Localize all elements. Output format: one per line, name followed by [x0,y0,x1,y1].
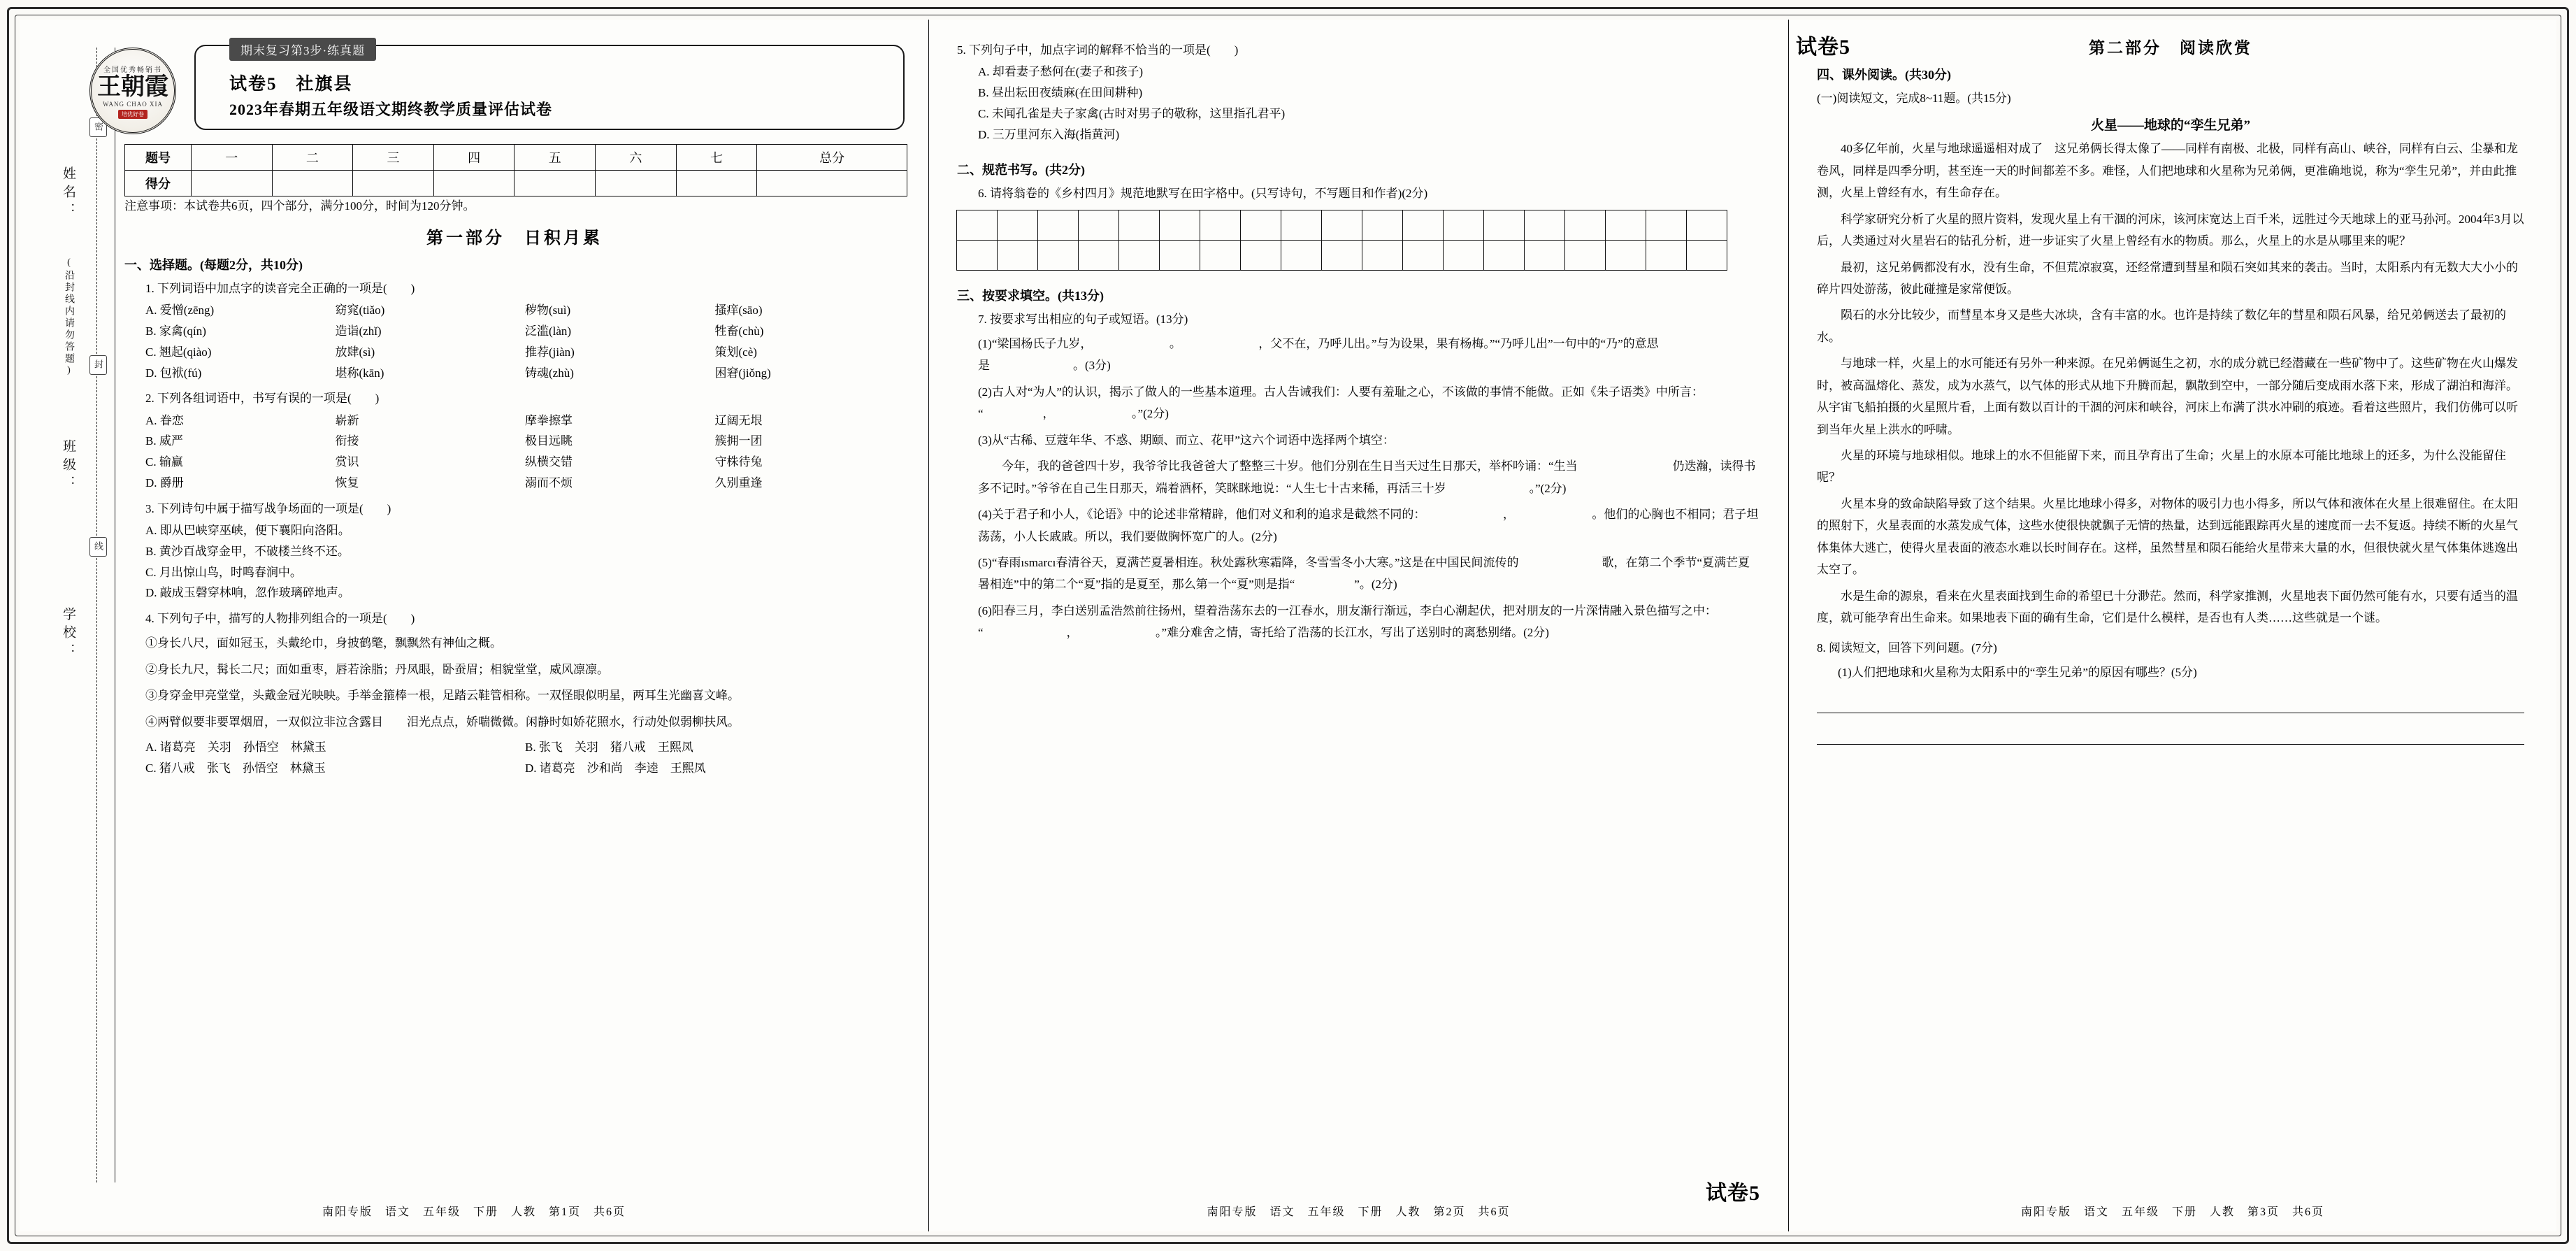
score-table-value-row [125,171,907,196]
score-col-2: 二 [272,145,353,171]
margin-label-class: 班级： [61,439,75,494]
q1-option-a[interactable] [145,300,905,321]
q4-item-2: ②身长九尺，髯长二尺；面如重枣，唇若涂脂；丹凤眼，卧蚕眉；相貌堂堂，威风凛凛。 [145,662,609,676]
tianzige-cell[interactable] [1362,240,1403,271]
q1-option-b[interactable] [145,321,905,342]
section-1-heading: 一、选择题。(每题2分，共10分) [124,258,303,272]
q2-a-2[interactable]: 崭新 [335,413,359,427]
score-table [124,144,907,196]
tianzige-row[interactable] [957,241,1760,271]
answer-line-1[interactable] [1817,692,2524,713]
q5-option-b[interactable]: B. 昼出耘田夜绩麻(在田间耕种) [978,86,1143,100]
tianzige-cell[interactable] [1037,210,1079,241]
part-1-title: 第一部分 日积月累 [426,229,603,248]
footer-page-3: 南阳专版 语文 五年级 下册 人教 第3页 共6页 [2020,1206,2324,1218]
exam-notice: 注意事项：本试卷共6页，四个部分，满分100分，时间为120分钟。 [124,199,475,213]
article-paragraph-4: 陨石的水分比较少，而彗星本身又是些大冰块，含有丰富的水。也许是持续了数亿年的彗星和陨石风暴，给兄弟俩送去了最初的水。 [1817,308,2506,344]
q2-a-4[interactable]: 辽阔无垠 [714,413,763,427]
question-1-options[interactable] [124,300,905,383]
q1-b-1[interactable]: B. 家禽(qín) [145,324,206,338]
score-cell-6[interactable] [596,171,677,196]
article-body [1817,138,2524,629]
q7-item-1[interactable]: (1)“梁国杨氏子九岁， 。 ，父不在，乃呼儿出。”与为设果，果有杨梅。”“乃呼儿出”一句中的“乃”的意思是 。(3分) [978,337,1659,373]
tianzige-cell[interactable] [1605,240,1646,271]
score-col-1: 一 [192,145,273,171]
q5-option-a[interactable]: A. 却看妻子愁何在(妻子和孩子) [978,65,1144,79]
q4-option-a[interactable]: A. 诸葛亮 关羽 孙悟空 林黛玉 [145,741,326,755]
column-page-3 [1788,20,2556,1231]
question-2-stem[interactable]: 2. 下列各组词语中，书写有误的一项是( ) [145,392,380,406]
q2-c-3[interactable]: 纵横交错 [525,455,573,469]
question-4-stem[interactable]: 4. 下列句子中，描写的人物排列组合的一项是( ) [145,612,415,626]
q3-option-a[interactable]: A. 即从巴峡穿巫峡，便下襄阳向洛阳。 [145,524,350,538]
q7-item-4[interactable]: 今年，我的爸爸四十岁，我爷爷比我爸爸大了整整三十岁。他们分别在生日当天过生日那天，举杯吟诵：“生当 仍迭瀚，读得书多不记时。”爷爷在自己生日那天，端着酒杯，笑眯眯地说：“人生七十古来稀，再活三十岁 。”(2分) [978,459,1756,495]
section-3-heading: 三、按要求填空。(共13分) [957,288,1104,303]
tianzige-cell[interactable] [1524,240,1565,271]
tianzige-cell[interactable] [1646,240,1687,271]
q1-c-4[interactable]: 策划(cè) [714,345,757,359]
question-5-options[interactable] [957,62,1760,145]
question-8-stem[interactable]: 8. 阅读短文，回答下列问题。(7分) [1817,641,1997,655]
q7-item-2[interactable]: (2)古人对“为人”的认识，揭示了做人的一些基本道理。古人告诫我们：人要有羞耻之心，不该做的事情不能做。正如《朱子语类》中所言：“ ， 。”(2分) [978,385,1704,421]
q1-option-c[interactable] [145,342,905,363]
question-3-stem[interactable]: 3. 下列诗句中属于描写战争场面的一项是( ) [145,501,391,515]
q1-c-1[interactable]: C. 翘起(qiào) [145,345,212,359]
tianzige-cell[interactable] [1281,210,1322,241]
score-col-7: 七 [676,145,757,171]
q7-item-5[interactable]: (4)关于君子和小人，《论语》中的论述非常精辟，他们对义和利的追求是截然不同的： ， 。他们的心胸也不相同；君子坦荡荡，小人长戚戚。所以，我们要做胸怀宽广的人。(2分) [978,508,1759,543]
paper-title-main: 试卷5 社旗县 [229,75,353,94]
footer-page-1: 南阳专版 语文 五年级 下册 人教 第1页 共6页 [322,1206,626,1218]
tianzige-cell[interactable] [1321,210,1362,241]
logo-sub-text: WANG CHAO XIA [103,100,163,108]
part-2-title: 第二部分 阅读欣赏 [2089,39,2252,57]
tianzige-cell[interactable] [1078,210,1119,241]
article-paragraph-6: 火星的环境与地球相似。地球上的水不但能留下来，而且孕育出了生命；火星上的水原本可能比地球上的还多，为什么没能留住呢？ [1817,449,2506,485]
tianzige-row[interactable] [957,210,1760,241]
tianzige-cell[interactable] [1564,210,1606,241]
q4-option-row-1[interactable] [145,737,905,758]
tianzige-cell[interactable] [1240,210,1281,241]
q3-option-c[interactable]: C. 月出惊山鸟，时鸣春涧中。 [145,565,302,579]
margin-label-note: (沿封线内请勿答题) [64,257,74,378]
q2-option-a[interactable] [145,410,905,431]
seal-xian: 线 [89,537,107,557]
tianzige-cell[interactable] [1524,210,1565,241]
tianzige-cell[interactable] [1483,240,1525,271]
tianzige-cell[interactable] [1118,210,1160,241]
tianzige-cell[interactable] [1443,240,1484,271]
article-paragraph-3: 最初，这兄弟俩都没有水，没有生命，不但荒凉寂寞，还经常遭到彗星和陨石突如其来的袭击。当时，太阳系内有无数大大小小的碎片四处游荡，彼此碰撞是家常便饭。 [1817,260,2518,296]
q1-d-4[interactable]: 困窘(jiǒng) [714,366,771,380]
score-cell-1[interactable] [192,171,273,196]
tianzige-cell[interactable] [1321,240,1362,271]
question-7-items [957,333,1760,644]
tianzige-cell[interactable] [1037,240,1079,271]
q1-d-1[interactable]: D. 包袱(fú) [145,366,202,380]
q7-item-3[interactable]: (3)从“古稀、豆蔻年华、不惑、期颐、而立、花甲”这六个词语中选择两个填空： [978,433,1395,447]
article-paragraph-5: 与地球一样，火星上的水可能还有另外一种来源。在兄弟俩诞生之初，水的成分就已经潜藏在一些矿物中了。这些矿物在火山爆发时，被高温熔化、蒸发，成为水蒸气，以气体的形式从地下升腾而起，飘散到空中，一部分随后变成雨水落下来，形成了湖泊和海洋。从宇宙飞船拍摄的火星照片看，上面有数以百计的干涸的河床和峡谷，河床上布满了洪水冲刷的痕迹。看着这些照片，我们仿佛可以听到当年火星上洪水的呼啸。 [1817,357,2518,436]
q2-option-c[interactable] [145,452,905,473]
logo-top-text: 全国优秀畅销书 [103,66,162,74]
tianzige-cell[interactable] [1281,240,1322,271]
section-4-heading: 四、课外阅读。(共30分) [1817,68,1951,82]
margin-label-school: 学校： [61,607,75,662]
score-col-5: 五 [515,145,596,171]
q4-item-3: ③身穿金甲亮堂堂，头戴金冠光映映。手举金箍棒一根，足踏云鞋管相称。一双怪眼似明星，两耳生光幽喜文峰。 [145,689,740,703]
tianzige-cell[interactable] [1605,210,1646,241]
q2-c-4[interactable]: 守株待兔 [714,455,763,469]
tianzige-grid[interactable] [957,210,1760,271]
q2-d-4[interactable]: 久别重逢 [714,476,763,489]
tianzige-cell[interactable] [1200,240,1241,271]
q2-d-1[interactable]: D. 爵册 [145,476,184,489]
paper-mark-page-2: 试卷5 [1706,1182,1760,1205]
tianzige-cell[interactable] [956,210,998,241]
q1-c-2[interactable]: 放肆(sì) [335,345,375,359]
tianzige-cell[interactable] [1240,240,1281,271]
tianzige-cell[interactable] [1686,210,1727,241]
score-col-3: 三 [353,145,434,171]
q1-b-2[interactable]: 造诣(zhǐ) [335,324,382,338]
three-column-layout [20,20,2556,1231]
q2-option-b[interactable] [145,431,905,452]
seal-feng: 封 [89,355,107,375]
tianzige-cell[interactable] [1564,240,1606,271]
question-4-items [124,632,905,733]
tianzige-cell[interactable] [1402,210,1444,241]
question-5-stem[interactable]: 5. 下列句子中，加点字词的解释不恰当的一项是( ) [957,43,1239,57]
q1-a-3[interactable]: 秽物(suì) [525,303,571,317]
score-cell-4[interactable] [433,171,515,196]
tianzige-cell[interactable] [997,210,1038,241]
score-cell-2[interactable] [272,171,353,196]
question-3-options[interactable] [124,520,905,603]
column-page-2 [928,20,1788,1231]
score-cell-7[interactable] [676,171,757,196]
dashed-fold-line [96,48,97,1182]
tianzige-cell[interactable] [997,240,1038,271]
q2-a-3[interactable]: 摩拳擦掌 [525,413,573,427]
tianzige-cell[interactable] [956,240,998,271]
article-paragraph-2: 科学家研究分析了火星的照片资料，发现火星上有干涸的河床，该河床宽达上百千米，远胜过今天地球上的亚马孙河。2004年3月以后，人类通过对火星岩石的钻孔分析，进一步证实了火星上曾经有水的物质。那么，火星上的水是从哪里来的呢？ [1817,212,2524,248]
question-8-sub-1[interactable]: (1)人们把地球和火星称为太阳系中的“孪生兄弟”的原因有哪些？(5分) [1838,665,2197,679]
q1-a-1[interactable]: A. 爱憎(zēng) [145,303,215,317]
score-row-label-score: 得分 [125,171,192,196]
tianzige-cell[interactable] [1483,210,1525,241]
q4-item-1: ①身长八尺，面如冠玉，头戴纶巾，身披鹤氅，飘飘然有神仙之概。 [145,636,502,650]
article-title: 火星——地球的“孪生兄弟” [2090,118,2250,134]
q1-d-3[interactable]: 铸魂(zhù) [525,366,574,380]
score-col-6: 六 [596,145,677,171]
q4-option-d[interactable]: D. 诸葛亮 沙和尚 李逵 王熙凤 [525,761,706,775]
q2-b-2[interactable]: 衔接 [335,434,359,448]
q1-a-4[interactable]: 搔痒(sāo) [714,303,763,317]
header-tag: 期末复习第3步·练真题 [229,38,376,61]
question-6-stem[interactable]: 6. 请将翁卷的《乡村四月》规范地默写在田字格中。(只写诗句，不写题目和作者)(2分) [978,187,1428,201]
q7-item-7[interactable]: (6)阳春三月，李白送别孟浩然前往扬州，望着浩荡东去的一江春水，朋友渐行渐远，李白心潮起伏，把对朋友的一片深情融入景色描写之中：“ ， 。”难分难舍之情，寄托给了浩荡的长江水，写出了送别时的离愁别绪。(2分) [978,603,1717,640]
column-page-1 [20,20,928,1231]
logo-main-text: 王朝霞 [97,73,168,100]
score-cell-3[interactable] [353,171,434,196]
margin-label-name: 姓名： [61,166,75,221]
article-paragraph-8: 水是生命的源泉，看来在火星表面找到生命的希望已十分渺茫。然而，科学家推测，火星地表下面仍然可能有水，只要有适当的温度，就可能孕育出生命来。如果地表下面的确有生命，它们是什么模样，是否也有人类……这些就是一个谜。 [1817,589,2518,625]
tianzige-cell[interactable] [1443,210,1484,241]
tianzige-cell[interactable] [1118,240,1160,271]
tianzige-cell[interactable] [1078,240,1119,271]
q2-b-3[interactable]: 极目远眺 [525,434,573,448]
q2-d-3[interactable]: 溺而不烦 [525,476,573,489]
tianzige-cell[interactable] [1686,240,1727,271]
q1-c-3[interactable]: 推荐(jiàn) [525,345,575,359]
article-paragraph-7: 火星本身的致命缺陷导致了这个结果。火星比地球小得多，对物体的吸引力也小得多，所以气体和液体在火星上很难留住。在太阳的照射下，火星表面的水蒸发成气体，这些水使很快就飘子无情的热量，达到远能跟踪再火星的速度而一去不复返。持续不断的火星气体集体大逃亡，使得火星表面的液态水难以长时间存在。这样，虽然彗星和陨石能给火星带来大量的水，但很快就火星气体集体逃逸出太空了。 [1817,496,2518,577]
question-4-options[interactable] [124,737,905,779]
paper-sheet [20,20,2556,1231]
score-row-label-question: 题号 [125,145,192,171]
question-1-stem[interactable]: 1. 下列词语中加点字的读音完全正确的一项是( ) [145,282,415,295]
q2-option-d[interactable] [145,473,905,494]
score-table-header-row [125,145,907,171]
score-col-total: 总分 [757,145,907,171]
q2-c-2[interactable]: 赏识 [335,455,359,469]
logo-badge: 培优好卷 [118,110,147,119]
q7-item-6[interactable]: (5)“春雨ısmarcı春清谷天，夏满芒夏暑相连。秋处露秋寒霜降，冬雪雪冬小大寒。”这是在中国民间流传的 歌，在第二个季节“夏满芒夏暑相连”中的第二个“夏”指的是夏至，那么第一个“夏”则是指“ ”。(2分) [978,555,1750,592]
score-col-4: 四 [433,145,515,171]
reading-sub-heading: (一)阅读短文，完成8~11题。(共15分) [1817,92,2011,105]
seal-mi: 密 [89,117,107,137]
tianzige-cell[interactable] [1159,240,1200,271]
q4-option-row-2[interactable] [145,758,905,779]
q1-b-3[interactable]: 泛滥(làn) [525,324,572,338]
tianzige-cell[interactable] [1200,210,1241,241]
q2-b-4[interactable]: 簇拥一团 [714,434,763,448]
q1-d-2[interactable]: 堪称(kān) [335,366,384,380]
publisher-logo [89,48,176,134]
q4-option-c[interactable]: C. 猪八戒 张飞 孙悟空 林黛玉 [145,761,326,775]
q1-option-d[interactable] [145,363,905,384]
q5-option-d[interactable]: D. 三万里河东入海(指黄河) [978,127,1120,141]
tianzige-cell[interactable] [1646,210,1687,241]
q2-c-1[interactable]: C. 输赢 [145,455,183,469]
question-2-options[interactable] [124,410,905,494]
q2-b-1[interactable]: B. 威严 [145,434,183,448]
section-2-heading: 二、规范书写。(共2分) [957,163,1085,178]
paper-mark-page-3: 试卷5 [1796,36,1850,59]
question-7-stem[interactable]: 7. 按要求写出相应的句子或短语。(13分) [978,312,1188,326]
q1-b-4[interactable]: 牲畜(chù) [714,324,764,338]
q2-a-1[interactable]: A. 眷恋 [145,413,184,427]
q4-item-4: ④两臂似要非要罩烟眉，一双似泣非泣含露目 泪光点点，娇喘微微。闲静时如娇花照水，行动处似弱柳扶风。 [145,715,740,729]
binding-margin [48,48,117,1182]
q5-option-c[interactable]: C. 未闻孔雀是夫子家禽(古时对男子的敬称，这里指孔君平) [978,106,1286,120]
tianzige-cell[interactable] [1159,210,1200,241]
score-cell-total[interactable] [757,171,907,196]
q3-option-b[interactable]: B. 黄沙百战穿金甲，不破楼兰终不还。 [145,544,350,558]
paper-title-sub: 2023年春期五年级语文期终教学质量评估试卷 [229,101,553,118]
footer-page-2: 南阳专版 语文 五年级 下册 人教 第2页 共6页 [1207,1206,1511,1218]
q4-option-b[interactable]: B. 张飞 关羽 猪八戒 王熙凤 [525,741,693,755]
score-cell-5[interactable] [515,171,596,196]
article-paragraph-1: 40多亿年前，火星与地球遥遥相对成了 这兄弟俩长得太像了——同样有南极、北极，同样有高山、峡谷，同样有白云、尘暴和龙卷风，同样是四季分明，甚至连一天的时间都差不多。难怪，人们把地球和火星称为兄弟俩，更准确地说，称为“孪生兄弟”，并由此推测，火星上曾经有水，有生命存在。 [1817,142,2518,200]
q3-option-d[interactable]: D. 敲成玉磬穿林响，忽作玻璃碎地声。 [145,586,350,600]
tianzige-cell[interactable] [1402,240,1444,271]
tianzige-cell[interactable] [1362,210,1403,241]
q2-d-2[interactable]: 恢复 [335,476,359,489]
answer-line-2[interactable] [1817,723,2524,745]
q1-a-2[interactable]: 窈窕(tiǎo) [335,303,385,317]
